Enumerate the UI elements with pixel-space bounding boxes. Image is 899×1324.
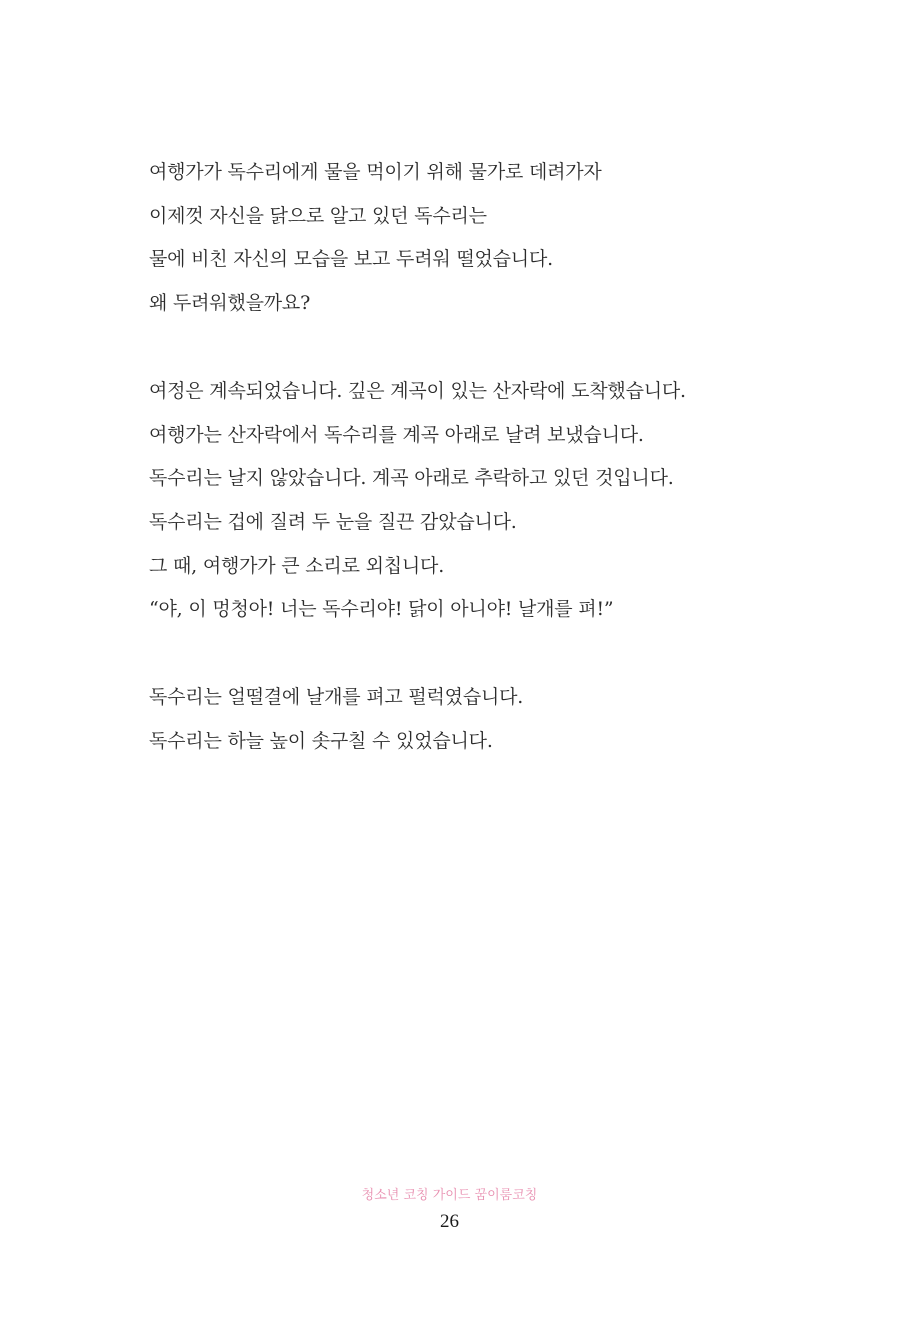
- text-line: 이제껏 자신을 닭으로 알고 있던 독수리는: [149, 204, 487, 227]
- text-line: 독수리는 얼떨결에 날개를 펴고 펄럭였습니다.: [149, 686, 524, 709]
- paragraph: [149, 370, 869, 632]
- page-footer: [0, 1185, 899, 1237]
- text-line: 그 때, 여행가가 큰 소리로 외칩니다.: [149, 554, 445, 577]
- page-number: 26: [440, 1211, 459, 1232]
- text-line: 여행가는 산자락에서 독수리를 계곡 아래로 날려 보냈습니다.: [149, 423, 644, 446]
- paragraph: [149, 676, 869, 763]
- text-line: 독수리는 날지 않았습니다. 계곡 아래로 추락하고 있던 것입니다.: [149, 467, 674, 490]
- paragraph: [149, 151, 869, 326]
- text-line: 물에 비친 자신의 모습을 보고 두려워 떨었습니다.: [149, 248, 553, 271]
- text-line: 왜 두려워했을까요?: [149, 292, 311, 315]
- text-line: 독수리는 하늘 높이 솟구칠 수 있었습니다.: [149, 729, 493, 752]
- page-body: [149, 151, 869, 807]
- text-line: “야, 이 멍청아! 너는 독수리야! 닭이 아니야! 날개를 펴!”: [149, 598, 614, 621]
- footer-title: 청소년 코칭 가이드 꿈이룸코칭: [361, 1188, 538, 1203]
- text-line: 독수리는 겁에 질려 두 눈을 질끈 감았습니다.: [149, 510, 517, 533]
- text-line: 여정은 계속되었습니다. 깊은 계곡이 있는 산자락에 도착했습니다.: [149, 379, 686, 402]
- text-line: 여행가가 독수리에게 물을 먹이기 위해 물가로 데려가자: [149, 161, 602, 183]
